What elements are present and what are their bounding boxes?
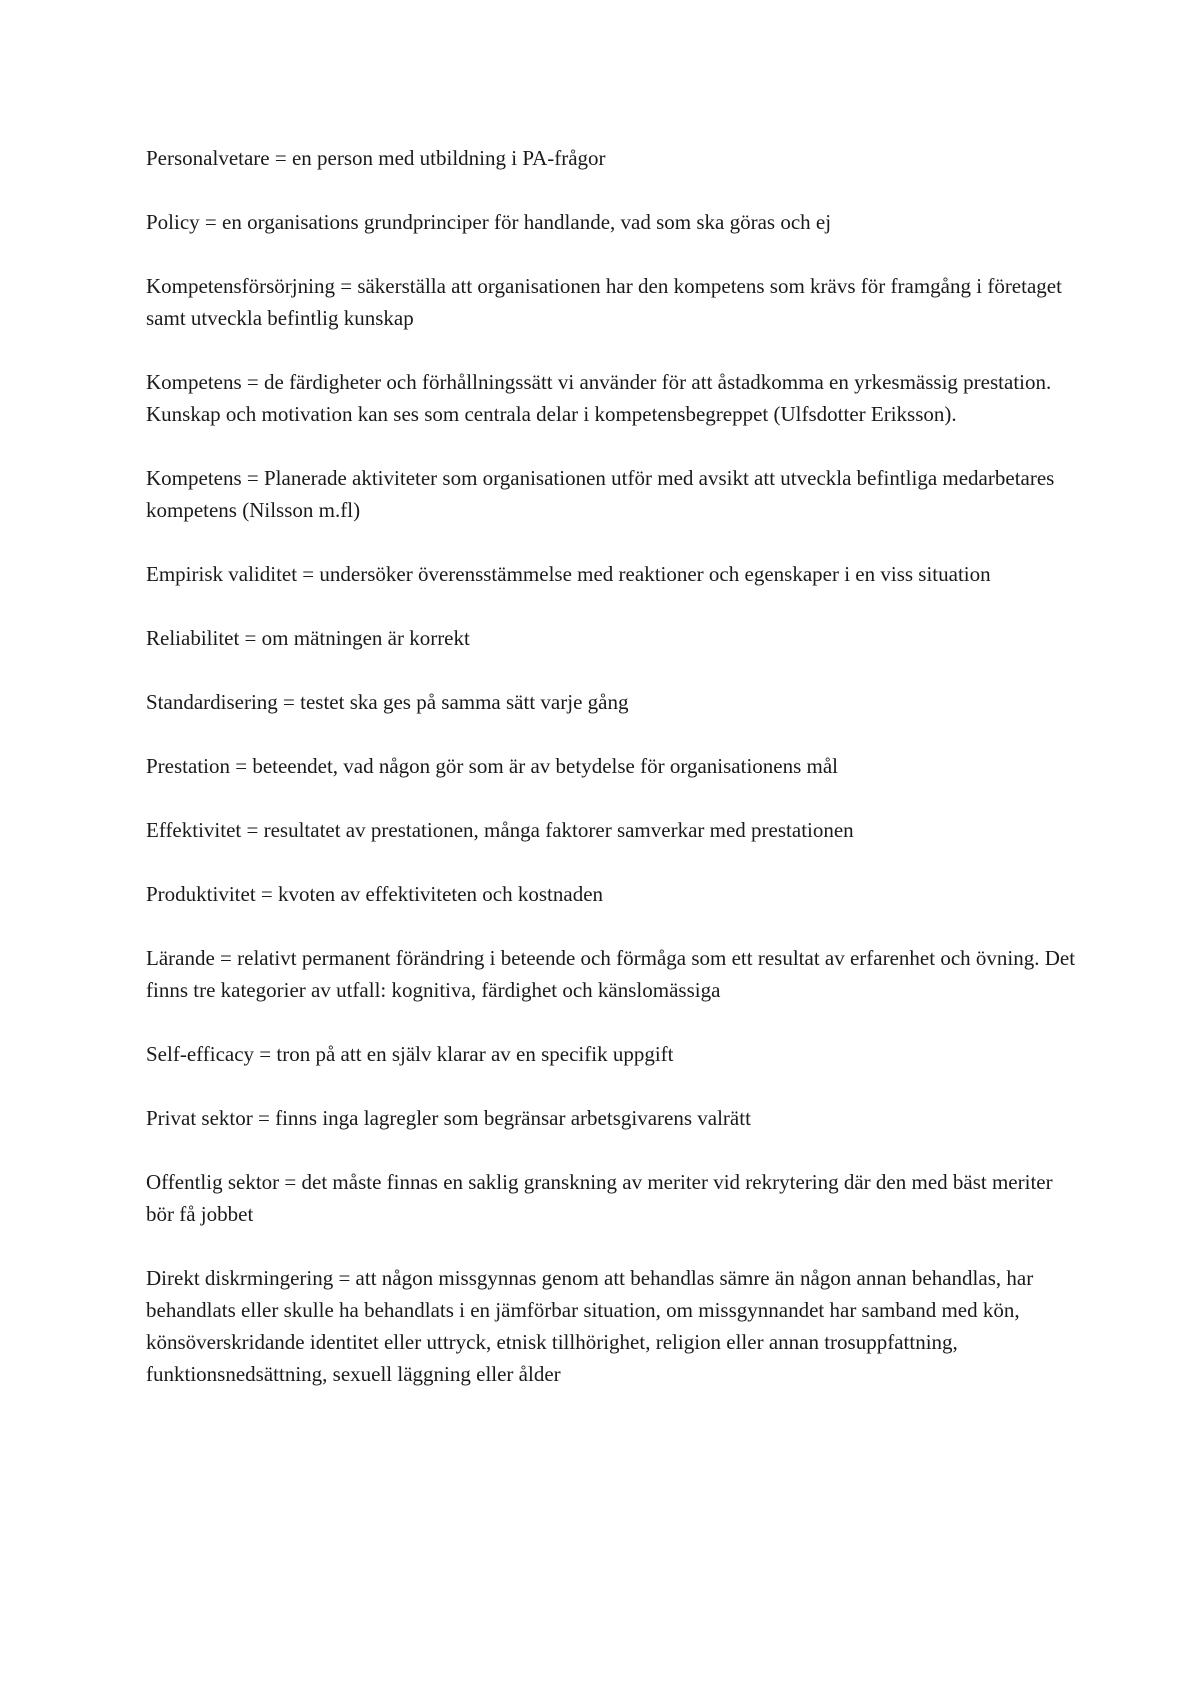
definition-personalvetare: Personalvetare = en person med utbildning i PA-frågor: [146, 146, 606, 170]
definition-privat-sektor: Privat sektor = finns inga lagregler som begränsar arbetsgivarens valrätt: [146, 1106, 751, 1130]
document-body: [146, 142, 1076, 1422]
definition-kompetens-1: Kompetens = de färdigheter och förhållningssätt vi använder för att åstadkomma en yrkesmässig prestation. Kunskap och motivation kan ses som centrala delar i kompetensbegreppet (Ulfsdotter Eriksson).: [146, 370, 1052, 426]
definition-offentlig-sektor: Offentlig sektor = det måste finnas en saklig granskning av meriter vid rekrytering där den med bäst meriter bör få jobbet: [146, 1170, 1053, 1226]
definition-produktivitet: Produktivitet = kvoten av effektiviteten och kostnaden: [146, 882, 604, 906]
definition-direkt-diskriminering: Direkt diskrmingering = att någon missgynnas genom att behandlas sämre än någon annan behandlas, har behandlats eller skulle ha behandlats i en jämförbar situation, om missgynnandet har samband med kön, könsöverskridande identitet eller uttryck, etnisk tillhörighet, religion eller annan trosuppfattning, funktionsnedsättning, sexuell läggning eller ålder: [146, 1266, 1034, 1386]
definition-kompetensforsorjning: Kompetensförsörjning = säkerställa att organisationen har den kompetens som krävs för framgång i företaget samt utveckla befintlig kunskap: [146, 274, 1062, 330]
definition-kompetens-2: Kompetens = Planerade aktiviteter som organisationen utför med avsikt att utveckla befintliga medarbetares kompetens (Nilsson m.fl): [146, 466, 1055, 522]
definition-self-efficacy: Self-efficacy = tron på att en själv klarar av en specifik uppgift: [146, 1042, 674, 1066]
definition-prestation: Prestation = beteendet, vad någon gör som är av betydelse för organisationens mål: [146, 754, 839, 778]
definition-reliabilitet: Reliabilitet = om mätningen är korrekt: [146, 626, 470, 650]
definition-empirisk-validitet: Empirisk validitet = undersöker överensstämmelse med reaktioner och egenskaper i en viss situation: [146, 562, 991, 586]
definition-larande: Lärande = relativt permanent förändring i beteende och förmåga som ett resultat av erfarenhet och övning. Det finns tre kategorier av utfall: kognitiva, färdighet och känslomässiga: [146, 946, 1076, 1002]
definition-policy: Policy = en organisations grundprinciper för handlande, vad som ska göras och ej: [146, 210, 832, 234]
definition-effektivitet: Effektivitet = resultatet av prestationen, många faktorer samverkar med prestationen: [146, 818, 854, 842]
definition-standardisering: Standardisering = testet ska ges på samma sätt varje gång: [146, 690, 629, 714]
